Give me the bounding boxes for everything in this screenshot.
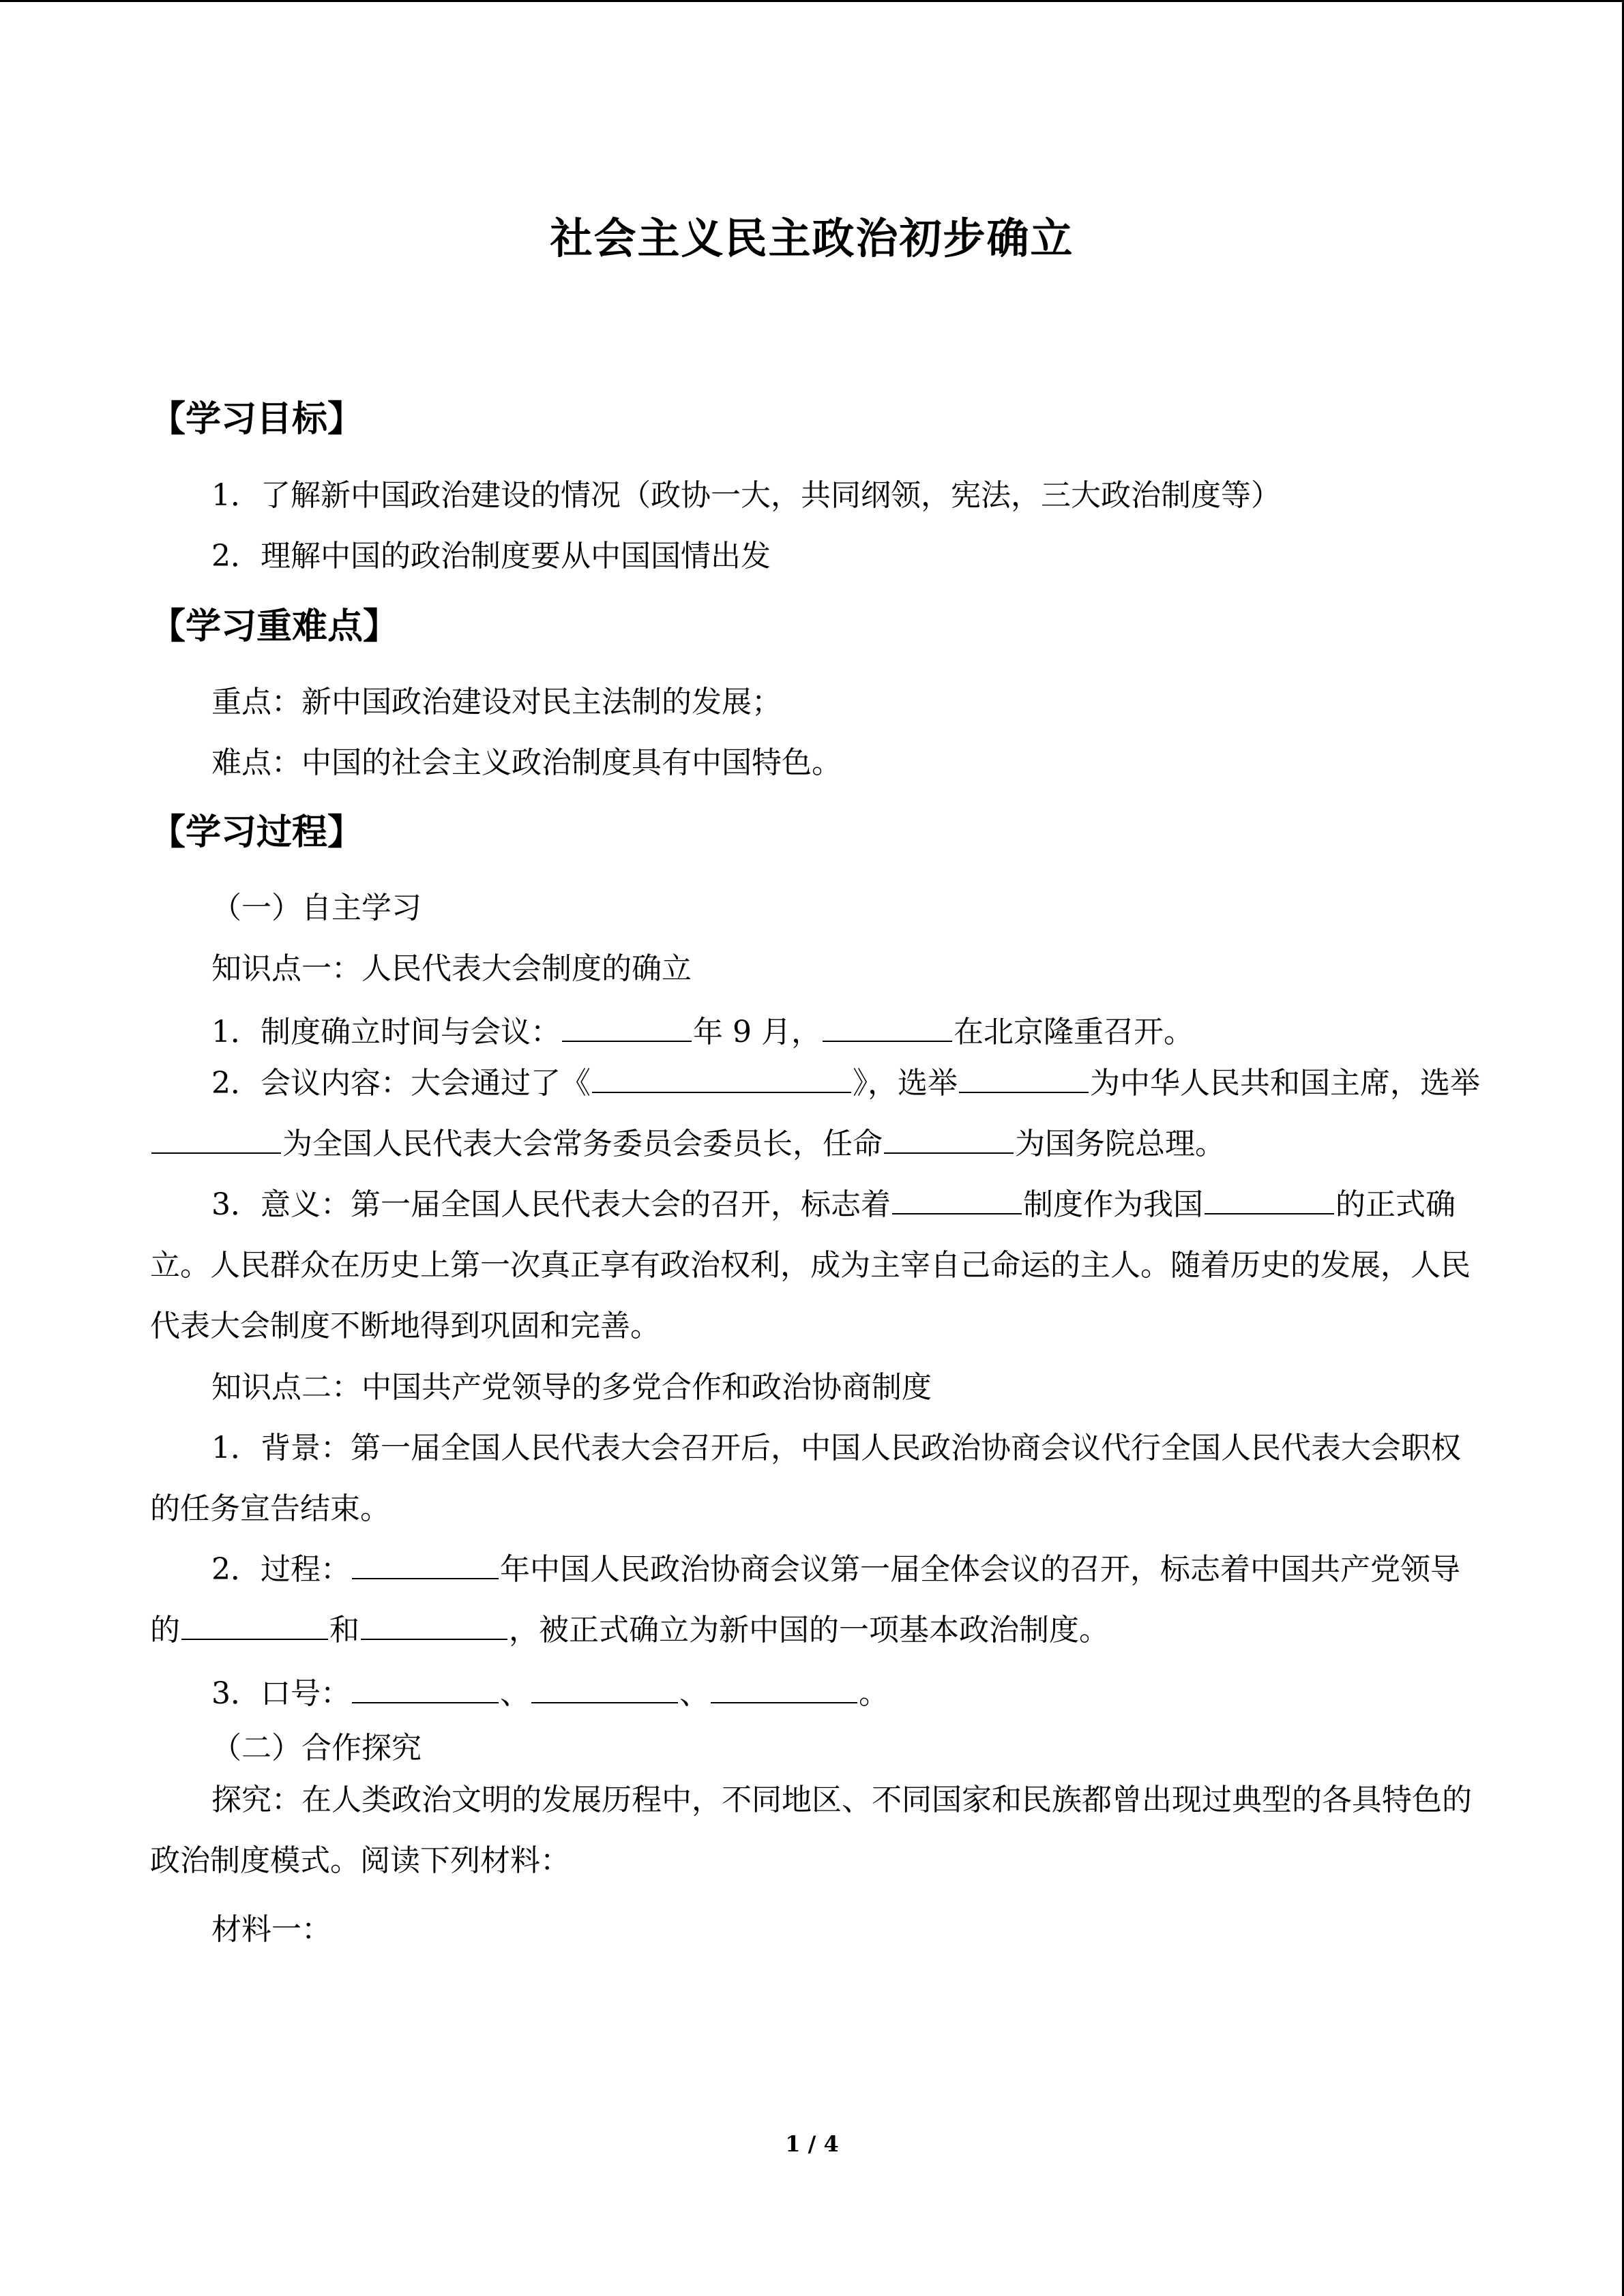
- subsection-self-study: （一）自主学习: [211, 891, 422, 925]
- kp1-item-3-text-a: 3．意义：第一届全国人民代表大会的召开，标志着: [211, 1187, 891, 1222]
- section-heading-key-points: 【学习重难点】: [150, 606, 399, 647]
- subsection-cooperation: （二）合作探究: [211, 1731, 422, 1765]
- section-heading-process: 【学习过程】: [150, 811, 364, 853]
- fill-blank-slogan-3[interactable]: [711, 1671, 857, 1703]
- kp1-item-2-text-c: 为中华人民共和国主席，选举: [1090, 1066, 1480, 1101]
- objective-item-2: 2．理解中国的政治制度要从中国国情出发: [211, 539, 771, 573]
- kp1-item-2-text-e: 为国务院总理。: [1015, 1127, 1225, 1161]
- fill-blank-multiparty[interactable]: [181, 1607, 328, 1640]
- material-1-label: 材料一：: [211, 1912, 331, 1947]
- fill-blank-system[interactable]: [892, 1182, 1022, 1214]
- kp1-item-3: [150, 1174, 1480, 1356]
- fill-blank-slogan-2[interactable]: [531, 1671, 678, 1703]
- kp1-item-1-text-a: 1．制度确立时间与会议：: [211, 1015, 561, 1050]
- fill-blank-status[interactable]: [1205, 1182, 1334, 1214]
- kp1-item-1-text-b: 年 9 月，: [693, 1015, 821, 1050]
- kp2-item-3-text-a: 3．口号：: [211, 1676, 351, 1712]
- kp1-item-3-text-b: 制度作为我国: [1023, 1187, 1203, 1222]
- fill-blank-cppcc-year[interactable]: [352, 1547, 499, 1579]
- fill-blank-slogan-1[interactable]: [352, 1671, 499, 1703]
- page-title: 社会主义民主政治初步确立: [550, 213, 1074, 263]
- page-border-top: [0, 0, 1624, 2]
- knowledge-point-2-title: 知识点二：中国共产党领导的多党合作和政治协商制度: [211, 1370, 932, 1405]
- kp2-item-2: [150, 1539, 1480, 1660]
- kp1-item-1: [211, 1009, 1541, 1053]
- fill-blank-document[interactable]: [592, 1060, 851, 1093]
- fill-blank-chairman[interactable]: [959, 1060, 1089, 1093]
- page-number: 1 / 4: [785, 2131, 839, 2157]
- objective-item-1: 1．了解新中国政治建设的情况（政协一大，共同纲领，宪法，三大政治制度等）: [211, 478, 1281, 513]
- kp2-item-2-text-a: 2．过程：: [211, 1552, 351, 1587]
- kp1-item-2: [150, 1053, 1480, 1174]
- kp2-item-3-sep-1: 、: [500, 1676, 530, 1712]
- kp2-item-2-text-d: ，被正式确立为新中国的一项基本政治制度。: [509, 1613, 1109, 1648]
- fill-blank-meeting[interactable]: [823, 1009, 952, 1042]
- kp1-item-2-text-d: 为全国人民代表大会常务委员会委员长，任命: [282, 1127, 883, 1161]
- fill-blank-npc-chair[interactable]: [151, 1121, 281, 1154]
- kp1-item-2-text-a: 2．会议内容：大会通过了《: [211, 1066, 591, 1101]
- key-point-item-2: 难点：中国的社会主义政治制度具有中国特色。: [211, 745, 842, 780]
- kp1-item-3-text-c: 的正式确立。人民群众在历史上第一次真正享有政治权利，成为主宰自己命运的主人。随着历史的发展，人民代表大会制度不断地得到巩固和完善。: [150, 1187, 1471, 1343]
- key-point-item-1: 重点：新中国政治建设对民主法制的发展；: [211, 685, 782, 719]
- kp2-item-3: [211, 1671, 1541, 1714]
- knowledge-point-1-title: 知识点一：人民代表大会制度的确立: [211, 951, 692, 986]
- fill-blank-consultation[interactable]: [361, 1607, 507, 1640]
- kp2-item-3-end: 。: [859, 1676, 889, 1712]
- explore-paragraph: 探究：在人类政治文明的发展历程中，不同地区、不同国家和民族都曾出现过典型的各具特色的政治制度模式。阅读下列材料：: [150, 1783, 1472, 1878]
- kp2-item-2-text-b: 年中国人民政治协商会议第一届全体会议的召开，标志着中国共产党领导的: [150, 1552, 1460, 1648]
- fill-blank-year[interactable]: [562, 1009, 692, 1042]
- kp2-item-2-text-c: 和: [329, 1613, 359, 1648]
- section-heading-objectives: 【学习目标】: [150, 398, 364, 440]
- kp1-item-2-text-b: 》，选举: [853, 1066, 958, 1101]
- fill-blank-premier[interactable]: [884, 1121, 1014, 1154]
- kp2-item-1: 1．背景：第一届全国人民代表大会召开后，中国人民政治协商会议代行全国人民代表大会职权的任务宣告结束。: [150, 1431, 1461, 1526]
- kp2-item-3-sep-2: 、: [679, 1676, 709, 1712]
- kp1-item-1-text-c: 在北京隆重召开。: [953, 1015, 1194, 1050]
